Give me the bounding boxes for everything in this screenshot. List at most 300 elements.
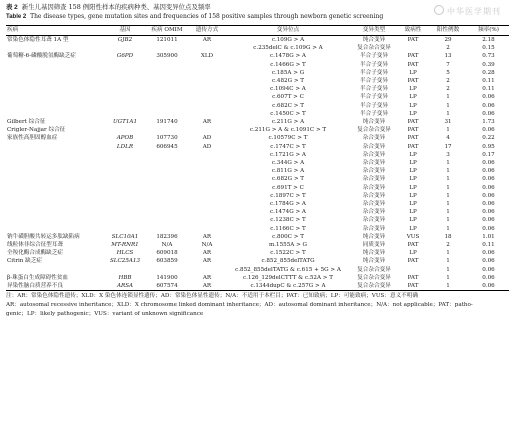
table-cell [146,61,188,69]
table-row [6,44,509,52]
table-cell: 0.06 [482,283,495,290]
table-cell: AR [202,119,212,126]
document-page [6,3,509,319]
table-cell: 纯合变异 [362,37,386,43]
table-cell [6,102,104,110]
table-cell: 2 [446,86,450,93]
table-cell [104,266,146,274]
table-cell: LP [409,69,417,76]
table-cell [104,225,146,233]
table-cell: 复合杂合变异 [357,274,391,281]
table-cell [104,151,146,159]
table-cell: 杂合变异 [362,151,386,158]
table-cell: 1 [446,258,450,265]
data-table [6,25,509,291]
table-cell: c.1784G > A [270,201,306,208]
table-cell [6,77,104,85]
table-cell [146,93,188,101]
table-cell [104,159,146,167]
table-cell: AR [202,233,212,240]
table-cell: 杂合变异 [362,184,386,191]
table-cell [6,200,104,208]
table-row [6,266,509,274]
table-cell: 0.06 [482,176,495,183]
table-row [6,249,509,257]
table-cell: c.852_855delTATG & c.615 + 5G > A [235,266,341,273]
table-cell: 18 [444,233,452,240]
table-cell: 钠牛磺胆酸共转运多肽缺陷病 [7,233,80,240]
table-cell [146,192,188,200]
table-cell [188,126,226,134]
table-cell [104,192,146,200]
table-cell [188,85,226,93]
table-cell: 杂合变异 [362,160,386,167]
header-cell: 疾病 OMIM [151,27,183,33]
table-cell [188,167,226,175]
table-row [6,282,509,291]
table-cell: c.1721G > A [270,151,306,158]
table-cell: 半合子变异 [360,53,388,60]
table-cell [188,159,226,167]
table-cell: 1 [446,160,450,167]
table-cell: 121011 [156,37,178,43]
table-cell: c.1897C > T [270,192,306,199]
table-cell [6,266,104,274]
note-english-2: genic；LP：likely pathogenic；VUS：variant of unknown significance [6,311,204,318]
table-cell: LP [409,151,417,158]
table-cell: 纯合变异 [362,250,386,257]
table-cell: PAT [407,258,419,265]
table-cell: 305900 [156,53,178,60]
table-cell: 1 [446,184,450,191]
table-cell: 191740 [156,119,178,126]
table-cell [104,216,146,224]
table-cell: 0.06 [482,160,495,167]
header-cell: 基因 [119,27,131,33]
header-cell: 致病性 [404,27,422,33]
table-cell: 杂合变异 [362,192,386,199]
table-cell [188,102,226,110]
table-cell [188,225,226,233]
table-cell: LP [409,225,417,232]
table-row [6,241,509,249]
table-cell: 0.22 [482,135,495,142]
table-cell: 1 [446,94,450,101]
table-cell: 1 [446,250,450,257]
table-cell: 603859 [156,258,178,265]
table-cell: c.682G > T [271,176,305,183]
table-cell [104,167,146,175]
table-cell: 半合子变异 [360,86,388,93]
table-cell [398,44,428,52]
table-cell: 2 [446,78,450,85]
table-cell [6,175,104,183]
table-cell [188,77,226,85]
table-cell: 182396 [156,233,178,240]
table-cell: 0.06 [482,274,495,281]
table-cell [6,61,104,69]
table-cell: c.1478G > A [270,53,306,60]
table-cell [146,159,188,167]
table-cell: 纯合变异 [362,233,386,240]
table-row [6,192,509,200]
table-cell: c.607T > C [272,94,304,101]
table-row [6,184,509,192]
table-cell: 0.06 [482,94,495,101]
table-cell: c.691T > C [272,184,304,191]
table-cell: 1 [446,266,450,273]
table-cell [188,266,226,274]
table-notes [6,292,509,319]
table-cell: c.1166C > T [270,225,306,232]
table-cell: N/A [201,242,213,249]
table-cell: c.1747C > T [270,143,306,150]
table-row [6,143,509,151]
table-cell: 半合子变异 [360,102,388,109]
header-cell: 变异位点 [276,27,300,33]
table-cell: AD [202,143,212,150]
table-cell: 0.11 [482,78,495,85]
table-cell: 141900 [156,274,178,281]
table-cell: β-珠蛋白生成障碍性贫血 [7,274,69,281]
table-cell: 异染性脑白质营养不良 [7,283,63,290]
table-cell: 1 [446,217,450,224]
table-cell: 0.06 [482,201,495,208]
table-cell: 0.06 [482,250,495,257]
note-chinese: 注：AR：常染色体隐性遗传；XLD：X 染色体连锁显性遗传；AD：常染色体显性遗传；N/A：不适用于本栏目；PAT：已知致病；LP：可能致病；VUS：意义不明确 [6,293,418,300]
table-cell: LP [409,168,417,175]
table-cell [188,69,226,77]
table-cell [6,167,104,175]
table-cell: 葡萄糖-6-磷酸脱氢酶缺乏症 [7,53,76,60]
table-cell [104,77,146,85]
table-cell: PAT [407,274,419,281]
table-cell: GJB2 [117,37,133,43]
table-cell: c.682C > T [272,102,304,109]
table-cell: MT-RNR1 [111,242,139,249]
table-row [6,85,509,93]
table-cell [104,110,146,118]
table-cell: 4 [446,135,450,142]
table-cell: 107730 [156,135,178,142]
table-cell [104,69,146,77]
table-cell: 1 [446,102,450,109]
table-cell: 0.95 [482,143,495,150]
table-cell [104,102,146,110]
table-cell: LP [409,184,417,191]
table-cell: 纯合变异 [362,258,386,265]
table-cell: 1 [446,201,450,208]
table-cell [146,126,188,134]
table-cell: 0.06 [482,184,495,191]
table-cell [104,184,146,192]
table-cell: 29 [444,37,452,43]
table-row [6,52,509,60]
table-cell: 同质变异 [362,242,386,249]
table-cell: AD [202,135,212,142]
table-cell [146,77,188,85]
table-cell: 2 [446,45,450,52]
table-cell: XLD [200,53,214,60]
table-cell [6,69,104,77]
table-cell: 5 [446,69,450,76]
table-cell [188,216,226,224]
table-cell: c.1094C > A [270,86,306,93]
table-cell: 609018 [156,250,178,257]
table-cell: 0.06 [482,110,495,117]
table-cell [188,61,226,69]
table-cell [188,110,226,118]
table-cell [146,208,188,216]
table-cell: 半合子变异 [360,110,388,117]
table-cell [146,225,188,233]
table-cell [146,184,188,192]
table-cell: 1 [446,176,450,183]
table-cell: AR [202,274,212,281]
table-cell: Citrin 缺乏症 [7,258,42,265]
table-cell: c.10579C > T [268,135,308,142]
table-row [6,93,509,101]
table-cell [146,200,188,208]
table-row [6,118,509,126]
table-cell: LP [409,160,417,167]
table-cell: c.1344dupC & c.257G > A [250,283,326,290]
table-cell: PAT [407,119,419,126]
table-cell: AR [202,283,212,290]
table-row [6,257,509,265]
table-cell: 1 [446,283,450,290]
table-cell: 半合子变异 [360,69,388,76]
table-cell: c.126_129delCTTT & c.52A > T [242,274,333,281]
table-cell: 0.06 [482,266,495,273]
table-cell [104,44,146,52]
table-cell: 复合杂合变异 [357,283,391,290]
table-cell: APOB [116,135,134,142]
header-cell: 变异类型 [362,27,386,33]
table-row [6,216,509,224]
table-cell [146,151,188,159]
table-cell [146,216,188,224]
table-cell: PAT [407,37,419,43]
table-cell: LP [409,250,417,257]
table-cell: SLC25A13 [109,258,141,265]
table-cell: 0.06 [482,168,495,175]
table-cell: PAT [407,135,419,142]
table-cell: 0.11 [482,86,495,93]
table-cell: G6PD [116,53,134,60]
table-cell: 0.06 [482,225,495,232]
table-cell: 复合杂合变异 [357,127,391,134]
table-row [6,77,509,85]
table-cell [104,93,146,101]
table-cell [6,85,104,93]
table-cell: 3 [446,151,450,158]
caption-en-text: The disease types, gene mutation sites and frequencies of 158 positive samples through newborn genetic screening [30,13,384,20]
table-cell: HBB [118,274,132,281]
table-cell: PAT [407,78,419,85]
table-header-row [6,26,509,36]
table-cell: 1 [446,192,450,199]
table-cell: c.211G > A [271,119,305,126]
table-cell [188,184,226,192]
header-cell: 疾病 [7,27,19,33]
table-row [6,200,509,208]
table-cell: 2 [446,242,450,249]
table-cell [146,102,188,110]
table-row [6,134,509,142]
table-cell: 0.15 [482,45,495,52]
table-cell: UGT1A1 [112,119,138,126]
table-cell [104,175,146,183]
table-cell: c.344G > A [271,160,305,167]
table-cell: c.1466G > T [270,61,306,68]
table-cell: c.482G > T [271,78,305,85]
table-cell [146,110,188,118]
table-cell [146,175,188,183]
table-cell: c.1474G > A [270,209,306,216]
table-cell: 0.06 [482,192,495,199]
table-cell: c.235delC & c.109G > A [253,45,323,52]
table-cell: 1.01 [482,233,495,240]
table-cell: SLC10A1 [111,233,139,240]
table-row [6,36,509,45]
table-cell: 常染色体隐性耳聋 1A 型 [7,37,69,43]
table-cell [104,126,146,134]
table-row [6,167,509,175]
note-english-1: AR：autosomal recessive inheritance；XLD：X chromosome linked dominant inheritance；AD：autosomal dominant inheritance；N/A：not applicable；PAT：patho- [6,302,473,309]
table-row [6,225,509,233]
table-cell: 0.06 [482,258,495,265]
table-cell: LP [409,209,417,216]
table-cell: 杂合变异 [362,176,386,183]
header-cell: 遗传方式 [195,27,219,33]
table-cell: 7 [446,61,450,68]
table-cell: m.1555A > G [268,242,308,249]
table-cell: LP [409,192,417,199]
table-cell: LDLR [116,143,134,150]
table-cell: 0.06 [482,209,495,216]
table-cell: 0.06 [482,217,495,224]
table-cell [146,85,188,93]
table-cell: LP [409,217,417,224]
table-cell: PAT [407,283,419,290]
table-cell: c.852_855delTATG [261,258,315,265]
table-cell: Crigler-Najjar 综合征 [7,127,66,134]
table-cell [188,208,226,216]
caption-cn-label: 表 2 [6,4,18,11]
table-cell: 0.11 [482,242,495,249]
table-cell: c.1450C > T [270,110,306,117]
table-cell [104,61,146,69]
table-cell [146,69,188,77]
table-cell [146,266,188,274]
table-cell: 半合子变异 [360,94,388,101]
table-cell: c.109G > A [271,37,305,43]
table-cell: VUS [406,233,420,240]
table-cell: 17 [444,143,452,150]
table-cell: AR [202,258,212,265]
table-cell [6,143,104,151]
table-row [6,208,509,216]
table-cell [188,192,226,200]
table-cell [188,175,226,183]
table-cell [104,85,146,93]
table-cell: c.211G > A & c.1091C > T [249,127,327,134]
table-cell: 杂合变异 [362,209,386,216]
table-cell: 607574 [156,283,178,290]
table-cell: 0.06 [482,127,495,134]
table-cell [6,225,104,233]
table-cell: LP [409,110,417,117]
table-cell: c.1238C > T [270,217,306,224]
table-row [6,159,509,167]
table-cell: AR [202,37,212,43]
table-cell: 复合杂合变异 [357,45,391,52]
table-cell: 606945 [156,143,178,150]
table-cell [6,110,104,118]
table-cell [6,159,104,167]
table-cell: LP [409,102,417,109]
table-cell: 家族性高胆固醇血症 [7,135,58,142]
table-row [6,69,509,77]
table-row [6,126,509,134]
table-cell: AR [202,250,212,257]
table-cell [6,192,104,200]
table-cell: c.185A > G [271,69,305,76]
table-cell: LP [409,86,417,93]
table-cell [104,208,146,216]
table-cell: 全羧化酶合成酶缺乏症 [7,250,63,257]
table-cell: ARSA [116,283,134,290]
table-cell [398,266,428,274]
table-cell: 线粒体非综合征型耳聋 [7,242,63,249]
table-cell: 1 [446,127,450,134]
table-cell: LP [409,94,417,101]
table-cell [188,93,226,101]
table-cell [6,216,104,224]
table-cell [188,200,226,208]
table-cell: HLCS [116,250,134,257]
table-cell: PAT [407,53,419,60]
table-row [6,175,509,183]
table-cell: 杂合变异 [362,143,386,150]
table-cell: c.811G > A [271,168,305,175]
table-cell [188,151,226,159]
table-cell: 杂合变异 [362,217,386,224]
header-cell: 阳性例数 [436,27,460,33]
table-cell [6,208,104,216]
table-cell: 1.73 [482,119,495,126]
table-cell: c.800C > T [272,233,304,240]
table-row [6,233,509,241]
table-cell: PAT [407,61,419,68]
table-row [6,110,509,118]
header-cell: 频率(%) [478,27,499,33]
table-cell [146,44,188,52]
table-cell: 0.28 [482,69,495,76]
journal-logo-icon [434,5,444,15]
caption-cn-text: 新生儿基因筛查 158 例阳性样本的疾病种类、基因变异位点及频率 [21,3,211,11]
table-cell: 13 [444,53,452,60]
table-row [6,61,509,69]
table-cell: 0.17 [482,151,495,158]
table-cell: 纯合变异 [362,119,386,126]
table-cell: 复合杂合变异 [357,266,391,273]
table-cell: N/A [161,242,173,249]
table-cell [104,200,146,208]
table-cell: 0.39 [482,61,495,68]
table-cell: 1 [446,110,450,117]
